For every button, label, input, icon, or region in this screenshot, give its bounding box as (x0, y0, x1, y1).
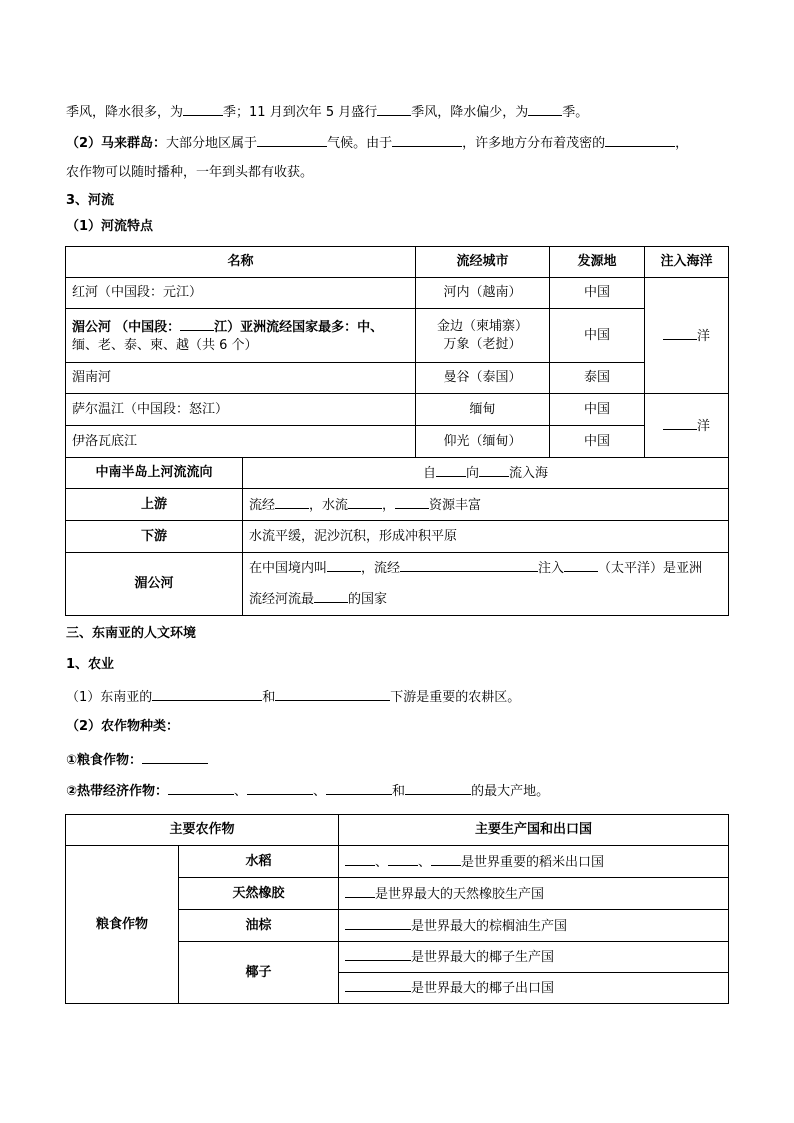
header-source: 发源地 (550, 247, 645, 278)
answer-blank[interactable] (168, 781, 234, 795)
header-producer: 主要生产国和出口国 (339, 815, 729, 846)
answer-blank[interactable] (663, 416, 697, 430)
answer-blank[interactable] (395, 495, 429, 509)
cash-crops-line: ②热带经济作物： 、 、 和 的最大产地。 (66, 781, 549, 801)
flow-direction-label: 中南半岛上河流流向 (66, 458, 243, 489)
answer-blank[interactable] (345, 947, 411, 961)
crop-name: 天然橡胶 (179, 878, 339, 910)
river-source: 中国 (550, 426, 645, 458)
monsoon-line: 季风，降水很多，为 季；11 月到次年 5 月盛行 季风，降水偏少，为 季。 (66, 102, 588, 122)
river-table (65, 246, 729, 616)
upper-reach-label: 上游 (66, 489, 243, 521)
mekong-text: 在中国境内叫 ，流经 注入 （太平洋）是亚洲 流经河流最 的国家 (243, 553, 729, 616)
crops-harvest-line: 农作物可以随时播种，一年到头都有收获。 (66, 165, 314, 180)
grain-crops-line: ①粮食作物： (66, 750, 208, 770)
river-name: 湄南河 (66, 363, 416, 394)
answer-blank[interactable] (257, 133, 327, 147)
flow-direction-text: 自 向 流入海 (243, 458, 729, 489)
agriculture-title: 1、农业 (66, 657, 115, 672)
malay-archipelago-line: （2）马来群岛：大部分地区属于 气候。由于 ，许多地方分布着茂密的 ， (66, 133, 688, 153)
river-city: 金边（柬埔寨） 万象（老挝） (416, 309, 550, 363)
crop-types-title: （2）农作物种类： (66, 719, 180, 734)
river-city: 仰光（缅甸） (416, 426, 550, 458)
answer-blank[interactable] (345, 884, 375, 898)
answer-blank[interactable] (247, 781, 313, 795)
crop-producer: 是世界最大的椰子生产国 (339, 942, 729, 973)
crop-producer: 、 、 是世界重要的稻米出口国 (339, 846, 729, 878)
lower-reach-text: 水流平缓，泥沙沉积，形成冲积平原 (243, 521, 729, 553)
river-source: 中国 (550, 309, 645, 363)
answer-blank[interactable] (392, 133, 462, 147)
river-name: 红河（中国段：元江） (66, 278, 416, 309)
river-name: 伊洛瓦底江 (66, 426, 416, 458)
lower-reach-label: 下游 (66, 521, 243, 553)
crop-name: 水稻 (179, 846, 339, 878)
answer-blank[interactable] (388, 852, 418, 866)
answer-blank[interactable] (275, 495, 309, 509)
river-name: 萨尔温江（中国段：怒江） (66, 394, 416, 426)
answer-blank[interactable] (377, 102, 411, 116)
answer-blank[interactable] (405, 781, 471, 795)
answer-blank[interactable] (431, 852, 461, 866)
answer-blank[interactable] (345, 916, 411, 930)
upper-reach-text: 流经 ，水流 ， 资源丰富 (243, 489, 729, 521)
answer-blank[interactable] (436, 463, 466, 477)
river-city: 曼谷（泰国） (416, 363, 550, 394)
mekong-label: 湄公河 (66, 553, 243, 616)
answer-blank[interactable] (663, 326, 697, 340)
crop-name: 椰子 (179, 942, 339, 1004)
header-city: 流经城市 (416, 247, 550, 278)
ocean-cell: 洋 (645, 278, 729, 394)
river-source: 中国 (550, 278, 645, 309)
section-rivers-title: 3、河流 (66, 193, 115, 208)
answer-blank[interactable] (345, 852, 375, 866)
answer-blank[interactable] (152, 687, 262, 701)
river-city: 缅甸 (416, 394, 550, 426)
crop-group-label: 粮食作物 (66, 846, 179, 1004)
answer-blank[interactable] (275, 687, 390, 701)
answer-blank[interactable] (400, 558, 538, 572)
river-source: 泰国 (550, 363, 645, 394)
river-name: 湄公河 （中国段： 江）亚洲流经国家最多：中、 缅、老、泰、柬、越（共 6 个） (66, 309, 416, 363)
header-crop: 主要农作物 (66, 815, 339, 846)
crop-table (65, 814, 729, 1004)
answer-blank[interactable] (564, 558, 598, 572)
crop-name: 油棕 (179, 910, 339, 942)
crop-producer: 是世界最大的天然橡胶生产国 (339, 878, 729, 910)
answer-blank[interactable] (605, 133, 675, 147)
ocean-cell: 洋 (645, 394, 729, 458)
farming-area-line: （1）东南亚的 和 下游是重要的农耕区。 (66, 687, 520, 707)
crop-exporter: 是世界最大的椰子出口国 (339, 973, 729, 1004)
header-ocean: 注入海洋 (645, 247, 729, 278)
answer-blank[interactable] (326, 781, 392, 795)
header-name: 名称 (66, 247, 416, 278)
river-city: 河内（越南） (416, 278, 550, 309)
answer-blank[interactable] (528, 102, 562, 116)
section-human-title: 三、东南亚的人文环境 (66, 626, 197, 641)
answer-blank[interactable] (142, 750, 208, 764)
answer-blank[interactable] (183, 102, 223, 116)
answer-blank[interactable] (479, 463, 509, 477)
answer-blank[interactable] (345, 978, 411, 992)
answer-blank[interactable] (314, 589, 348, 603)
answer-blank[interactable] (348, 495, 382, 509)
river-source: 中国 (550, 394, 645, 426)
river-features-subtitle: （1）河流特点 (66, 219, 154, 234)
answer-blank[interactable] (180, 317, 214, 331)
answer-blank[interactable] (327, 558, 361, 572)
crop-producer: 是世界最大的棕榈油生产国 (339, 910, 729, 942)
